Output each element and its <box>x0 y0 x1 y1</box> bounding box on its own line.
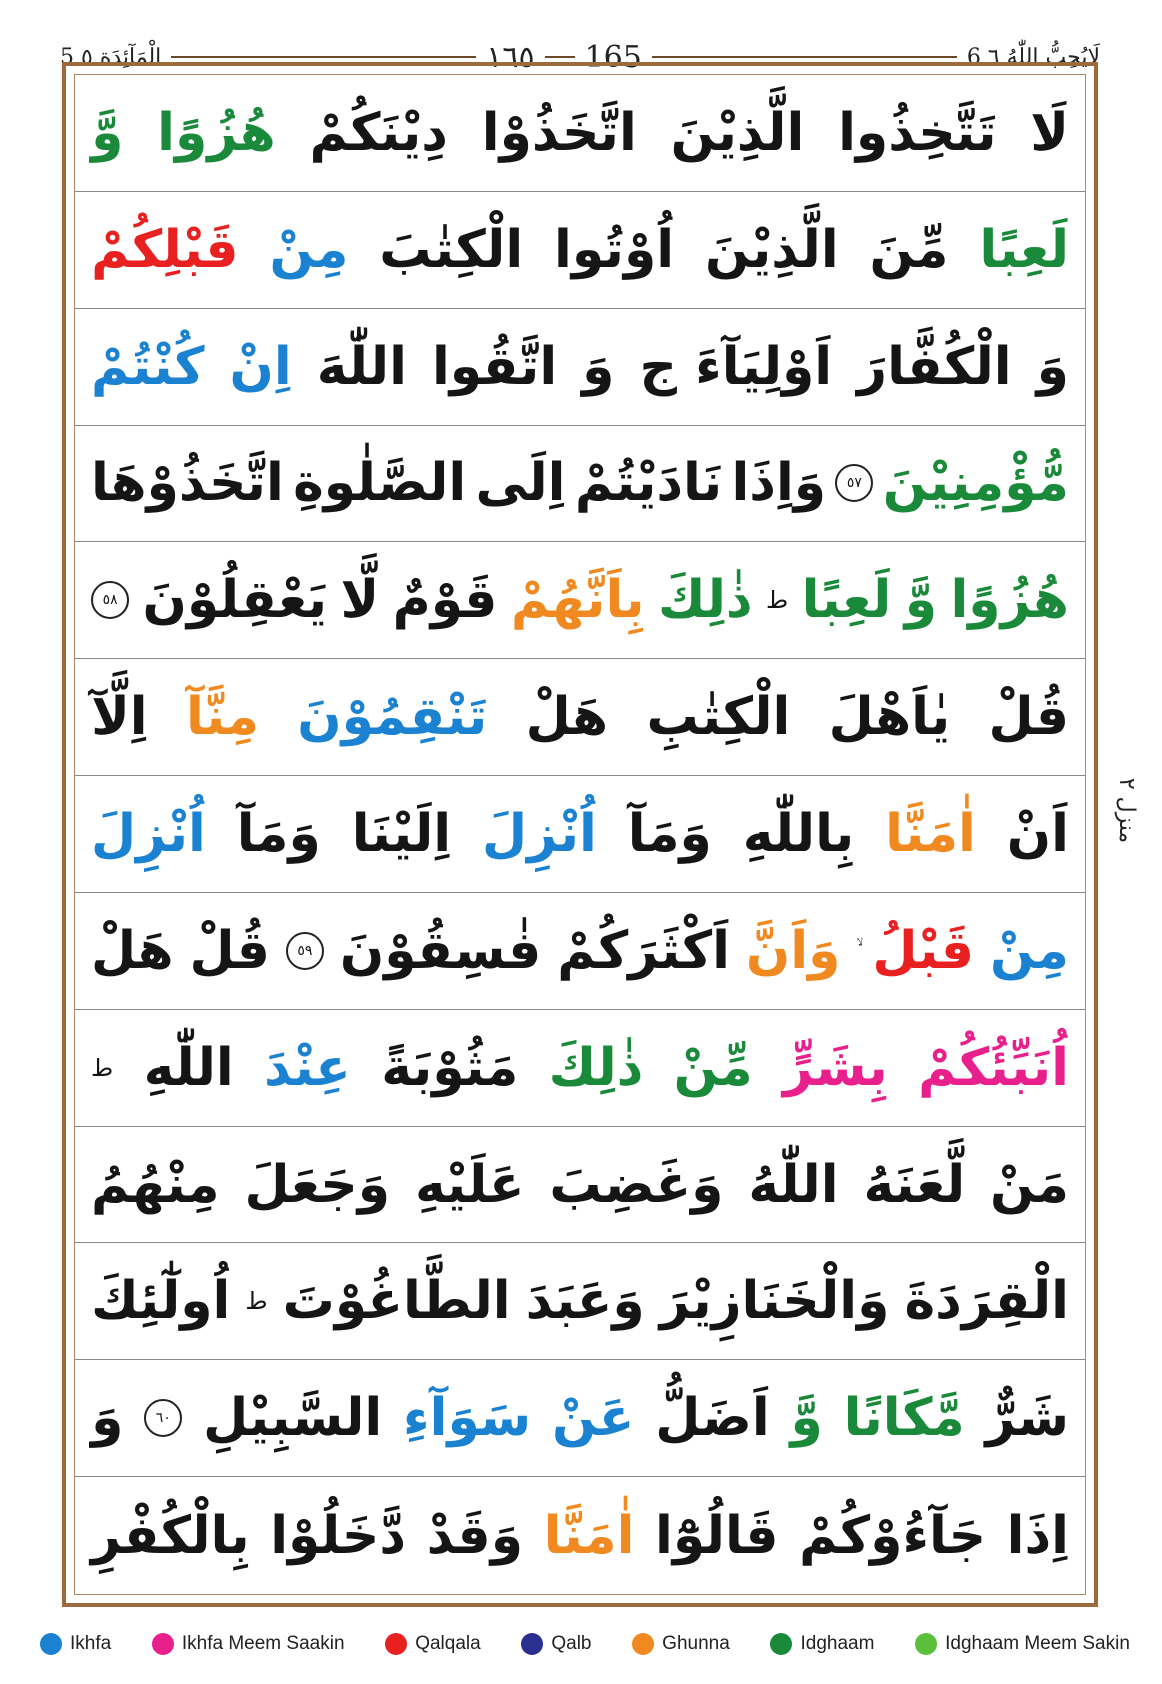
verse-word: وَالْخَنَازِيْرَ <box>659 1271 890 1332</box>
verse-word: اٰمَنَّا <box>885 803 976 864</box>
verse-word: اللّٰهُ <box>748 1154 839 1215</box>
verse-word: مِنْ <box>990 920 1069 981</box>
legend-label: Idghaam Meem Sakin <box>945 1633 1130 1654</box>
manzil-marker <box>1097 750 1157 870</box>
verse-word: قَوْمٌ <box>392 570 498 631</box>
verse-word: اَكْثَرَكُمْ <box>557 920 730 981</box>
surah-label: 5 الْمَآئِدَة ٥ <box>60 44 162 70</box>
legend-label: Qalqala <box>415 1633 481 1654</box>
verse-lines <box>75 75 1085 1594</box>
verse-line <box>75 1010 1085 1127</box>
verse-word: اِنْ <box>229 336 292 397</box>
waqf-mark: ط <box>245 1287 268 1316</box>
verse-word: اللّٰهَ <box>316 336 407 397</box>
verse-word: شَرٌّ <box>985 1388 1069 1449</box>
page-frame-inner <box>74 74 1086 1595</box>
verse-word: قَالُوْٓا <box>655 1505 779 1566</box>
verse-word: مِنَّآ <box>185 687 259 748</box>
ayah-number-marker: ٥٨ <box>91 581 129 619</box>
verse-word: وَغَضِبَ <box>549 1154 724 1215</box>
verse-word: مَّكَانًا <box>843 1388 965 1449</box>
verse-word: اُنَبِّئُكُمْ <box>918 1037 1069 1098</box>
verse-word: الَّذِيْنَ <box>670 102 805 163</box>
verse-word: وَاِذَا <box>731 453 827 514</box>
verse-word: مِّنْ <box>673 1037 753 1098</box>
verse-word: دِيْنَكُمْ <box>309 102 448 163</box>
verse-line <box>75 309 1085 426</box>
verse-word: الْكُفَّارَ <box>857 336 1012 397</box>
verse-word: دَّخَلُوْا <box>270 1505 407 1566</box>
legend-color-dot <box>521 1633 543 1655</box>
verse-word: الطَّاغُوْتَ <box>282 1271 511 1332</box>
verse-word: وَ <box>91 1388 124 1449</box>
verse-word: وَقَدْ <box>426 1505 524 1566</box>
verse-word: هَلْ <box>91 920 174 981</box>
verse-word: عَنْ <box>552 1388 635 1449</box>
verse-word: ذٰلِكَ <box>657 570 753 631</box>
verse-word: اِذَا <box>1006 1505 1069 1566</box>
verse-word: لَا <box>1030 102 1069 163</box>
page-number: 165 <box>584 39 642 75</box>
verse-word: مِّنَ <box>869 219 949 280</box>
verse-word: الْكِتٰبَ <box>379 219 524 280</box>
header-rule <box>652 56 957 58</box>
legend-item <box>385 1633 481 1655</box>
verse-line <box>75 776 1085 893</box>
verse-word: اِلَّآ <box>91 687 148 748</box>
header-rule <box>171 56 476 58</box>
verse-word: لَّعَنَهُ <box>863 1154 966 1215</box>
verse-word: لَعِبًا <box>801 570 892 631</box>
verse-word: مِنْهُمُ <box>91 1154 220 1215</box>
verse-word: وَاَنَّ <box>745 920 841 981</box>
verse-word: هُزُوًا <box>157 102 276 163</box>
legend-color-dot <box>385 1633 407 1655</box>
verse-line <box>75 1360 1085 1477</box>
verse-word: اَضَلُّ <box>655 1388 770 1449</box>
legend-item <box>40 1633 111 1655</box>
verse-word: يٰاَهْلَ <box>828 687 951 748</box>
verse-line <box>75 542 1085 659</box>
verse-word: تَتَّخِذُوا <box>838 102 997 163</box>
verse-word: فٰسِقُوْنَ <box>339 920 542 981</box>
legend-item <box>632 1633 730 1655</box>
verse-word: مَنْ <box>990 1154 1069 1215</box>
tajweed-legend <box>40 1624 1130 1664</box>
verse-word: لَعِبًا <box>979 219 1069 280</box>
verse-word: وَّ <box>904 570 938 631</box>
legend-color-dot <box>770 1633 792 1655</box>
legend-item <box>915 1633 1130 1655</box>
verse-word: اتَّخَذُوْا <box>481 102 637 163</box>
verse-word: وَّ <box>91 102 124 163</box>
legend-color-dot <box>915 1633 937 1655</box>
verse-word: وَ <box>582 336 615 397</box>
verse-word: اتَّخَذُوْهَا <box>91 453 284 514</box>
verse-line <box>75 1127 1085 1244</box>
legend-label: Ikhfa <box>70 1633 112 1654</box>
verse-word: هَلْ <box>525 687 609 748</box>
verse-word: قَبْلُ <box>872 920 975 981</box>
verse-word: الْكِتٰبِ <box>646 687 791 748</box>
verse-word: مَثُوْبَةً <box>381 1037 519 1098</box>
verse-word: الصَّلٰوةِ <box>293 453 467 514</box>
verse-word: وَمَآ <box>236 803 321 864</box>
page-frame <box>62 62 1098 1607</box>
verse-word: وَّ <box>790 1388 823 1449</box>
verse-word: قَبْلِكُمْ <box>91 219 239 280</box>
verse-word: يَعْقِلُوْنَ <box>142 570 328 631</box>
legend-item <box>770 1633 874 1655</box>
verse-word: مُّؤْمِنِيْنَ <box>882 453 1069 514</box>
verse-word: هُزُوًا <box>950 570 1069 631</box>
verse-word: اَوْلِيَآءَ ج <box>639 336 833 397</box>
legend-color-dot <box>152 1633 174 1655</box>
verse-line <box>75 75 1085 192</box>
verse-word: وَ <box>1036 336 1069 397</box>
verse-word: نَادَيْتُمْ <box>574 453 723 514</box>
verse-word: اُولٰٓئِكَ <box>91 1271 231 1332</box>
verse-word: وَجَعَلَ <box>244 1154 391 1215</box>
verse-word: اللّٰهِ <box>143 1037 234 1098</box>
verse-word: الَّذِيْنَ <box>704 219 839 280</box>
verse-line <box>75 1243 1085 1360</box>
legend-item <box>152 1633 345 1655</box>
legend-label: Qalb <box>551 1633 592 1654</box>
verse-word: اٰمَنَّا <box>543 1505 635 1566</box>
verse-word: بِشَرٍّ <box>783 1037 888 1098</box>
legend-color-dot <box>40 1633 62 1655</box>
verse-word: عَلَيْهِ <box>414 1154 525 1215</box>
verse-word: جَآءُوْكُمْ <box>799 1505 987 1566</box>
ayah-number-marker: ٥٧ <box>835 464 873 502</box>
verse-word: لَّا <box>340 570 380 631</box>
ayah-number-marker: ٦٠ <box>144 1399 182 1437</box>
legend-color-dot <box>632 1633 654 1655</box>
verse-line <box>75 893 1085 1010</box>
header-rule <box>545 56 575 58</box>
verse-word: الْقِرَدَةَ <box>904 1271 1069 1332</box>
verse-word: سَوَآءِ <box>403 1388 532 1449</box>
verse-word: وَمَآ <box>627 803 712 864</box>
verse-word: اُوْتُوا <box>554 219 675 280</box>
legend-label: Idghaam <box>800 1633 875 1654</box>
verse-word: اُنْزِلَ <box>91 803 206 864</box>
juz-label: 6 لَايُحِبُّ اللّٰهُ ٦ <box>966 44 1100 70</box>
waqf-mark: ط <box>766 586 789 615</box>
verse-word: ذٰلِكَ <box>548 1037 644 1098</box>
verse-word: قُلْ <box>988 687 1069 748</box>
verse-word: مِنْ <box>269 219 349 280</box>
legend-label: Ghunna <box>662 1633 730 1654</box>
verse-word: اَنْ <box>1006 803 1069 864</box>
verse-word: السَّبِيْلِ <box>203 1388 383 1449</box>
verse-word: بِالْكُفْرِ <box>91 1505 250 1566</box>
verse-word: اِلَيْنَا <box>351 803 452 864</box>
page-number-arabic: ١٦٥ <box>486 39 535 75</box>
verse-word: اتَّقُوا <box>431 336 558 397</box>
verse-word: بِاَنَّهُمْ <box>510 570 645 631</box>
legend-item <box>521 1633 591 1655</box>
verse-word: تَنْقِمُوْنَ <box>297 687 488 748</box>
verse-word: قُلْ <box>189 920 270 981</box>
verse-word: اُنْزِلَ <box>482 803 597 864</box>
verse-word: كُنْتُمْ <box>91 336 205 397</box>
manzil-label: منزل ٢ <box>1114 777 1140 843</box>
verse-word: عِنْدَ <box>264 1037 351 1098</box>
ayah-number-marker: ٥٩ <box>286 932 324 970</box>
verse-word: وَعَبَدَ <box>525 1271 645 1332</box>
waqf-mark: ط <box>91 1053 114 1082</box>
verse-line <box>75 659 1085 776</box>
verse-line <box>75 192 1085 309</box>
verse-line <box>75 1477 1085 1594</box>
verse-line <box>75 426 1085 543</box>
verse-word: بِاللّٰهِ <box>742 803 855 864</box>
verse-word: اِلَى <box>475 453 566 514</box>
legend-label: Ikhfa Meem Saakin <box>181 1633 345 1654</box>
